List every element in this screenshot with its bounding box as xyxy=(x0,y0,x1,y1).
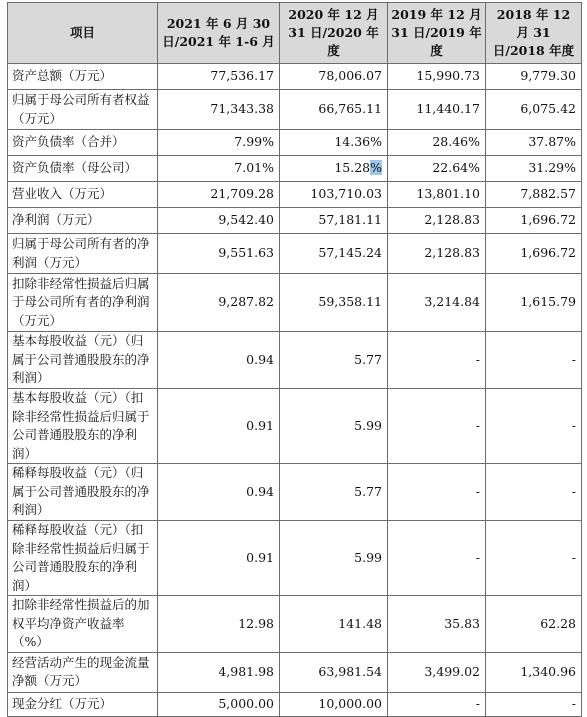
row-label: 经营活动产生的现金流量净额（万元） xyxy=(8,652,158,692)
value-cell: 15,990.73 xyxy=(388,64,486,90)
value-cell: 22.64% xyxy=(388,156,486,182)
value-cell: 6,075.42 xyxy=(486,90,582,130)
row-label: 基本每股收益（元）（归属于公司普通股股东的净利润） xyxy=(8,332,158,389)
value-cell: 78,006.07 xyxy=(280,64,388,90)
value-cell: 1,340.96 xyxy=(486,652,582,692)
value-cell: 7,882.57 xyxy=(486,182,582,208)
table-row xyxy=(8,90,582,130)
value-text: 15.28 xyxy=(334,160,371,176)
value-cell: 7.01% xyxy=(158,156,280,182)
value-cell: 9,779.30 xyxy=(486,64,582,90)
value-cell: 2,128.83 xyxy=(388,234,486,274)
table-row xyxy=(8,652,582,692)
value-cell: 3,499.02 xyxy=(388,652,486,692)
value-cell: 1,696.72 xyxy=(486,208,582,234)
value-cell: 71,343.38 xyxy=(158,90,280,130)
value-cell: 5.99 xyxy=(280,521,388,596)
value-cell: 1,696.72 xyxy=(486,234,582,274)
value-cell: 0.91 xyxy=(158,521,280,596)
table-row xyxy=(8,130,582,156)
value-cell: - xyxy=(388,692,486,716)
value-cell: 103,710.03 xyxy=(280,182,388,208)
value-cell-with-selection[interactable] xyxy=(280,156,388,182)
header-cell-2021h1: 2021 年 6 月 30 日/2021 年 1-6 月 xyxy=(158,3,280,64)
value-cell: 0.94 xyxy=(158,332,280,389)
table-header-row xyxy=(8,3,582,64)
row-label: 稀释每股收益（元）（扣除非经常性损益后归属于公司普通股股东的净利润） xyxy=(8,521,158,596)
value-cell: 13,801.10 xyxy=(388,182,486,208)
value-cell: 5.77 xyxy=(280,464,388,521)
row-label: 扣除非经常性损益后的加权平均净资产收益率（%） xyxy=(8,596,158,653)
value-cell: 35.83 xyxy=(388,596,486,653)
value-cell: 10,000.00 xyxy=(280,692,388,716)
value-cell: 9,542.40 xyxy=(158,208,280,234)
value-cell: 5.77 xyxy=(280,332,388,389)
row-label: 净利润（万元） xyxy=(8,208,158,234)
value-cell: - xyxy=(388,464,486,521)
table-row xyxy=(8,274,582,332)
value-cell: 66,765.11 xyxy=(280,90,388,130)
value-cell: 2,128.83 xyxy=(388,208,486,234)
table-row xyxy=(8,596,582,653)
value-cell: 12.98 xyxy=(158,596,280,653)
row-label: 基本每股收益（元）（扣除非经常性损益后归属于公司普通股股东的净利润） xyxy=(8,389,158,464)
table-row xyxy=(8,332,582,389)
value-cell: 14.36% xyxy=(280,130,388,156)
table-row xyxy=(8,692,582,716)
value-cell: 11,440.17 xyxy=(388,90,486,130)
value-cell: 5,000.00 xyxy=(158,692,280,716)
value-cell: 4,981.98 xyxy=(158,652,280,692)
table-row xyxy=(8,234,582,274)
value-cell: 9,287.82 xyxy=(158,274,280,332)
table-row xyxy=(8,182,582,208)
value-cell: 9,551.63 xyxy=(158,234,280,274)
value-cell: - xyxy=(486,389,582,464)
value-cell: 59,358.11 xyxy=(280,274,388,332)
value-cell: - xyxy=(486,332,582,389)
value-cell: - xyxy=(486,464,582,521)
financial-indicators-table xyxy=(7,2,582,717)
value-cell: 21,709.28 xyxy=(158,182,280,208)
value-cell: - xyxy=(486,521,582,596)
value-cell: - xyxy=(388,389,486,464)
value-cell: - xyxy=(486,692,582,716)
row-label: 归属于母公司所有者权益（万元） xyxy=(8,90,158,130)
value-cell: 62.28 xyxy=(486,596,582,653)
row-label: 现金分红（万元） xyxy=(8,692,158,716)
table-row xyxy=(8,521,582,596)
header-cell-2020: 2020 年 12 月 31 日/2020 年度 xyxy=(280,3,388,64)
table-row xyxy=(8,464,582,521)
value-cell: 5.99 xyxy=(280,389,388,464)
value-cell: 141.48 xyxy=(280,596,388,653)
row-label: 资产负债率（母公司） xyxy=(8,156,158,182)
value-cell: 0.91 xyxy=(158,389,280,464)
table-row xyxy=(8,389,582,464)
row-label: 扣除非经常性损益后归属于母公司所有者的净利润（万元） xyxy=(8,274,158,332)
table-row xyxy=(8,156,582,182)
table-row xyxy=(8,64,582,90)
text-selection-highlight[interactable]: % xyxy=(370,160,382,176)
value-cell: 1,615.79 xyxy=(486,274,582,332)
row-label: 营业收入（万元） xyxy=(8,182,158,208)
value-cell: 31.29% xyxy=(486,156,582,182)
value-cell: 63,981.54 xyxy=(280,652,388,692)
value-cell: 57,145.24 xyxy=(280,234,388,274)
value-cell: 3,214.84 xyxy=(388,274,486,332)
header-cell-item: 项目 xyxy=(8,3,158,64)
value-cell: 57,181.11 xyxy=(280,208,388,234)
value-cell: - xyxy=(388,521,486,596)
value-cell: 28.46% xyxy=(388,130,486,156)
header-cell-2019: 2019 年 12 月 31 日/2019 年度 xyxy=(388,3,486,64)
row-label: 资产负债率（合并） xyxy=(8,130,158,156)
header-cell-2018: 2018 年 12 月 31 日/2018 年度 xyxy=(486,3,582,64)
value-cell: 7.99% xyxy=(158,130,280,156)
table-row xyxy=(8,208,582,234)
row-label: 归属于母公司所有者的净利润（万元） xyxy=(8,234,158,274)
row-label: 稀释每股收益（元）（归属于公司普通股股东的净利润） xyxy=(8,464,158,521)
value-cell: 0.94 xyxy=(158,464,280,521)
value-cell: 77,536.17 xyxy=(158,64,280,90)
value-cell: 37.87% xyxy=(486,130,582,156)
row-label: 资产总额（万元） xyxy=(8,64,158,90)
value-cell: - xyxy=(388,332,486,389)
